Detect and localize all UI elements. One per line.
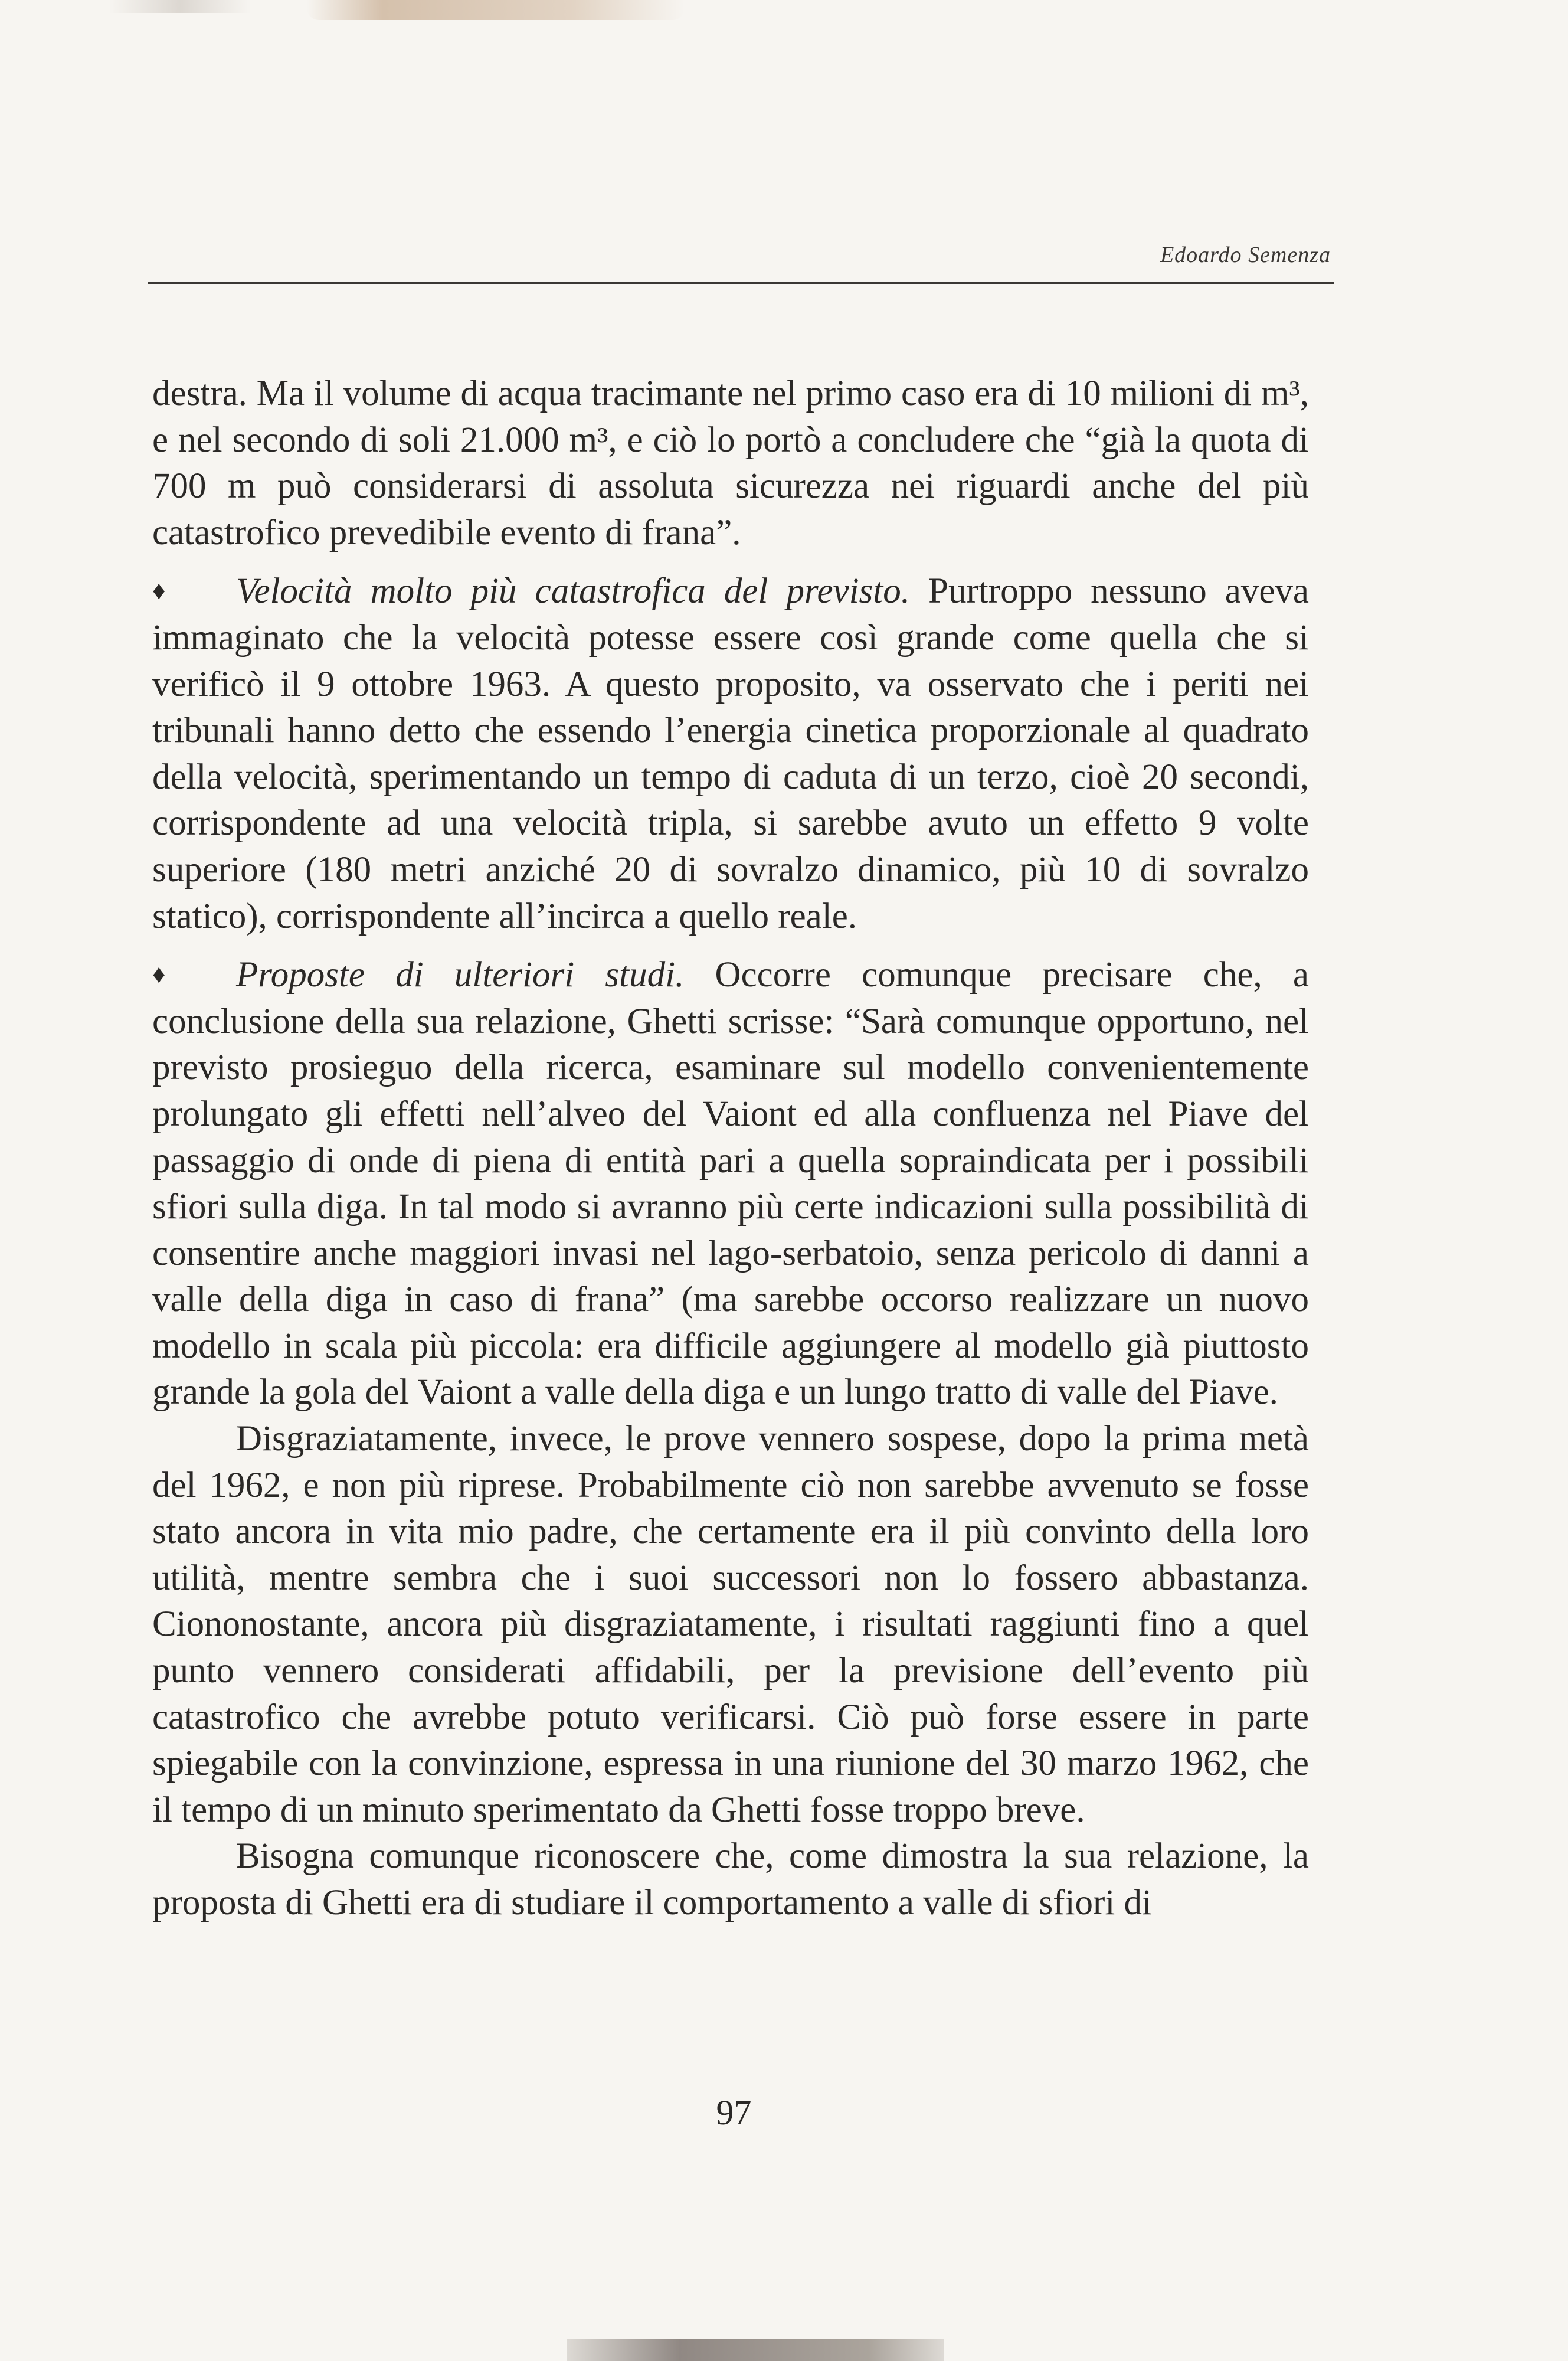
bullet-item-title: Proposte di ulteriori studi.: [236, 955, 685, 995]
bullet-item-text: Purtroppo nessuno aveva immaginato che la velocità potesse essere così grande come quella che si verificò il 9 ottobre 1963. A questo proposito, va osservato che i periti nei tribunali hanno detto che essendo l’energia cinetica proporzionale al quadrato della velocità, sperimentando un tempo di caduta di un terzo, cioè 20 secondi, corrispondente ad una velocità tripla, si sarebbe avuto un effetto 9 volte superiore (180 metri anziché 20 di sovralzo dinamico, più 10 di sovralzo statico), corrispondente all’incirca a quello reale.: [152, 571, 1310, 936]
page-number: 97: [716, 2093, 752, 2132]
paper-stain: [567, 2339, 944, 2361]
paragraph: Disgraziatamente, invece, le prove vennero sospese, dopo la prima metà del 1962, e non più riprese. Probabilmente ciò non sarebbe avvenuto se fosse stato ancora in vita mio padre, che certamente era il più convinto della loro utilità, mentre sembra che i suoi successori non lo fossero abbastanza. Ciononostante, ancora più disgraziatamente, i risultati raggiunti fino a quel punto vennero considerati affidabili, per la previsione dell’evento più catastrofico che avrebbe potuto verificarsi. Ciò può forse essere in parte spiegabile con la convinzione, espressa in una riunione del 30 marzo 1962, che il tempo di un minuto sperimentato da Ghetti fosse troppo breve.: [152, 1419, 1309, 1830]
paragraph: destra. Ma il volume di acqua tracimante nel primo caso era di 10 milioni di m³, e nel secondo di soli 21.000 m³, e ciò lo portò a concludere che “già la quota di 700 m può considerarsi di assoluta sicurezza nei riguardi anche del più catastrofico prevedibile evento di frana”.: [152, 374, 1309, 552]
bullet-item-title: Velocità molto più catastrofica del previsto.: [236, 571, 910, 611]
diamond-bullet-icon: ♦: [152, 960, 166, 989]
running-header-author: Edoardo Semenza: [1160, 243, 1331, 267]
paper-stain: [109, 0, 251, 13]
paper-stain: [307, 0, 685, 20]
bullet-item: [152, 951, 1309, 1416]
header-rule: [148, 282, 1334, 284]
diamond-bullet-icon: ♦: [152, 576, 166, 606]
body-text: [152, 371, 1309, 1927]
paragraph: Bisogna comunque riconoscere che, come dimostra la sua relazione, la proposta di Ghetti era di studiare il comportamento a valle di sfiori di: [152, 1836, 1309, 1922]
bullet-item-text: Occorre comunque precisare che, a conclusione della sua relazione, Ghetti scrisse: “Sarà comunque opportuno, nel previsto prosieguo della ricerca, esaminare sul modello convenientemente prolungato gli effetti nell’alveo del Vaiont ed alla confluenza nel Piave del passaggio di onde di piena di entità pari a quella sopraindicata per i possibili sfiori sulla diga. In tal modo si avranno più certe indicazioni sulla possibilità di consentire anche maggiori invasi nel lago-serbatoio, senza pericolo di danni a valle della diga in caso di frana” (ma sarebbe occorso realizzare un nuovo modello in scala più piccola: era difficile aggiungere al modello già piuttosto grande la gola del Vaiont a valle della diga e un lungo tratto di valle del Piave.: [152, 955, 1309, 1412]
bullet-item: [152, 568, 1309, 940]
